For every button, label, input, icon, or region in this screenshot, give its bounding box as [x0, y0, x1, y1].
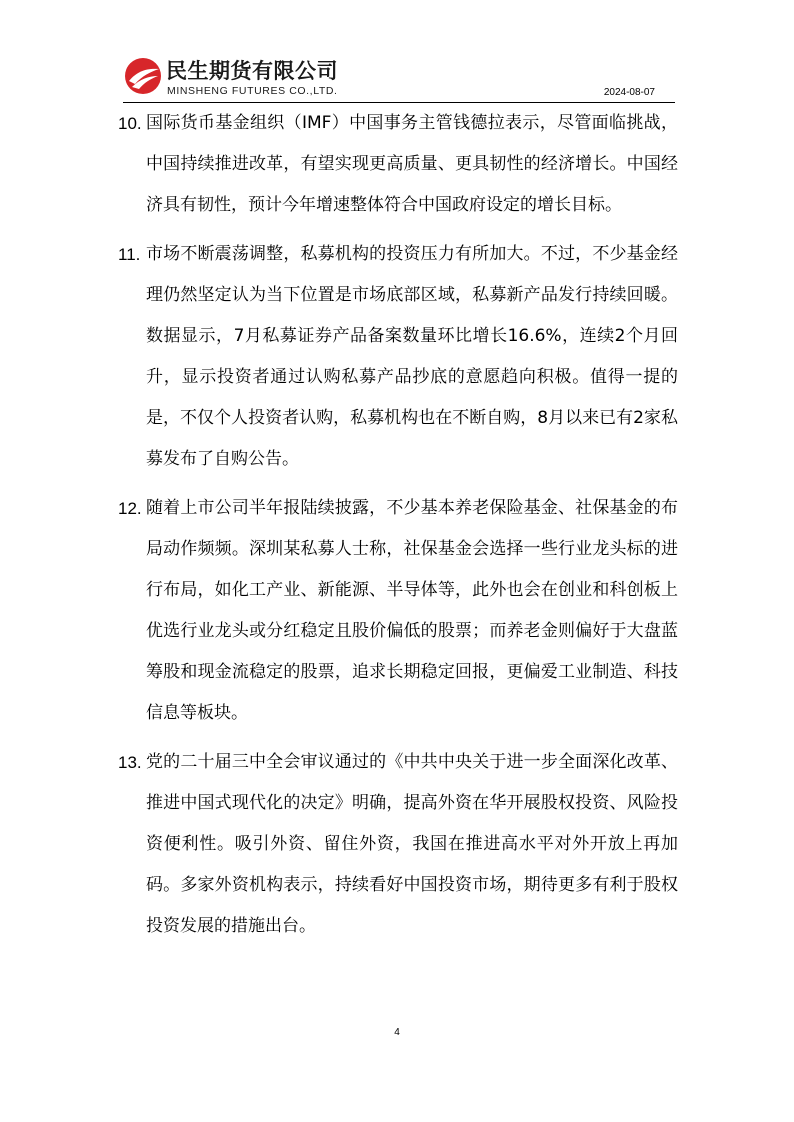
item-number: 13. — [118, 753, 142, 772]
news-item — [118, 234, 678, 480]
page-header — [123, 52, 675, 102]
news-item — [118, 103, 678, 226]
item-number: 11. — [118, 245, 141, 264]
item-number: 10. — [118, 114, 142, 133]
item-number: 12. — [118, 499, 142, 518]
item-text: 国际货币基金组织（IMF）中国事务主管钱德拉表示，尽管面临挑战，中国持续推进改革，有望实现更高质量、更具韧性的经济增长。中国经济具有韧性，预计今年增速整体符合中国政府设定的增长目标。 — [146, 113, 678, 215]
news-list — [118, 103, 678, 955]
news-item — [118, 488, 678, 734]
minsheng-logo-icon — [123, 56, 163, 96]
item-text: 党的二十届三中全会审议通过的《中共中央关于进一步全面深化改革、推进中国式现代化的决定》明确，提高外资在华开展股权投资、风险投资便利性。吸引外资、留住外资，我国在推进高水平对外开放上再加码。多家外资机构表示，持续看好中国投资市场，期待更多有利于股权投资发展的措施出台。 — [146, 752, 678, 936]
page-number: 4 — [394, 1027, 400, 1038]
news-item — [118, 742, 678, 947]
report-date: 2024-08-07 — [603, 87, 655, 98]
item-text: 随着上市公司半年报陆续披露，不少基本养老保险基金、社保基金的布局动作频频。深圳某私募人士称，社保基金会选择一些行业龙头标的进行布局，如化工产业、新能源、半导体等，此外也会在创业和科创板上优选行业龙头或分红稳定且股价偏低的股票；而养老金则偏好于大盘蓝筹股和现金流稳定的股票，追求长期稳定回报，更偏爱工业制造、科技信息等板块。 — [146, 498, 678, 723]
company-name-en: MINSHENG FUTURES CO.,LTD. — [167, 85, 338, 97]
company-name-cn: 民生期货有限公司 — [166, 59, 338, 83]
item-text: 市场不断震荡调整，私募机构的投资压力有所加大。不过，不少基金经理仍然坚定认为当下位置是市场底部区域，私募新产品发行持续回暖。数据显示，7月私募证券产品备案数量环比增长16.6%，连续2个月回升，显示投资者通过认购私募产品抄底的意愿趋向积极。值得一提的是，不仅个人投资者认购，私募机构也在不断自购，8月以来已有2家私募发布了自购公告。 — [146, 244, 678, 469]
